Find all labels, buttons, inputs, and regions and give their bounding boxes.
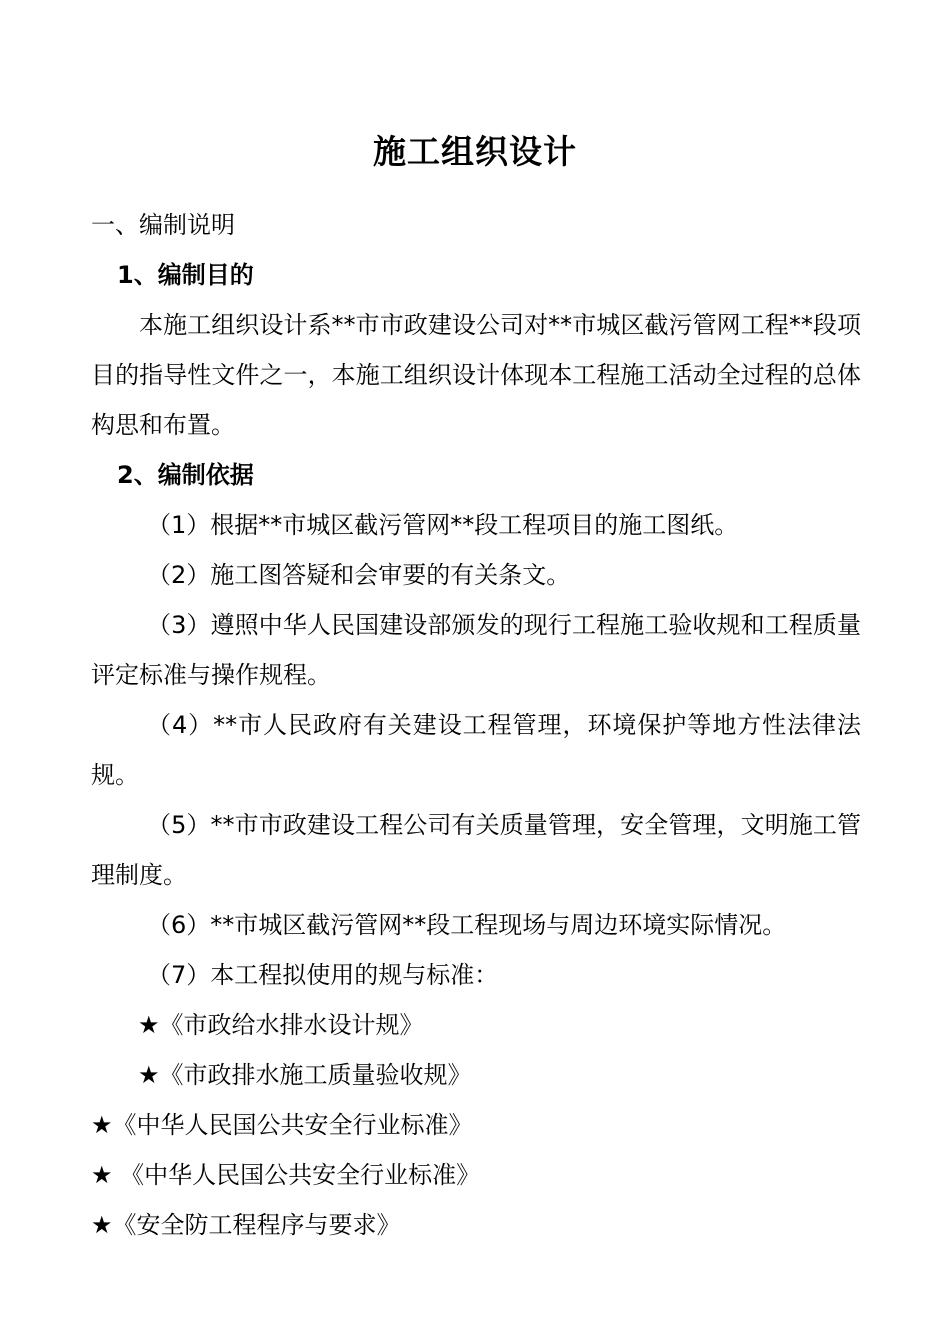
standard-list-item: ★ 《中华人民国公共安全行业标准》: [91, 1161, 481, 1189]
subheading-purpose: 1、编制目的: [117, 261, 254, 289]
basis-item-3: （3）遵照中华人民国建设部颁发的现行工程施工验收规和工程质量评定标准与操作规程。: [91, 611, 861, 689]
standard-list-item: ★《市政排水施工质量验收规》: [138, 1061, 472, 1089]
basis-item-5: （5）**市市政建设工程公司有关质量管理，安全管理，文明施工管理制度。: [91, 811, 861, 889]
basis-item-6: （6）**市城区截污管网**段工程现场与周边环境实际情况。: [147, 911, 787, 939]
standard-list-item: ★《中华人民国公共安全行业标准》: [91, 1111, 473, 1139]
basis-item-7: （7）本工程拟使用的规与标准：: [147, 961, 499, 989]
basis-item-2: （2）施工图答疑和会审要的有关条文。: [147, 561, 571, 589]
section-heading-compilation: 一、编制说明: [91, 211, 235, 239]
standard-list-item: ★《安全防工程程序与要求》: [91, 1211, 401, 1239]
subheading-basis: 2、编制依据: [117, 461, 254, 489]
basis-item-1: （1）根据**市城区截污管网**段工程项目的施工图纸。: [147, 511, 739, 539]
paragraph-purpose: 本施工组织设计系**市市政建设公司对**市城区截污管网工程**段项目的指导性文件之一，本施工组织设计体现本工程施工活动全过程的总体构思和布置。: [91, 311, 861, 439]
document-title: 施工组织设计: [373, 132, 577, 171]
standard-list-item: ★《市政给水排水设计规》: [138, 1011, 424, 1039]
basis-item-4: （4）**市人民政府有关建设工程管理，环境保护等地方性法律法规。: [91, 711, 861, 789]
